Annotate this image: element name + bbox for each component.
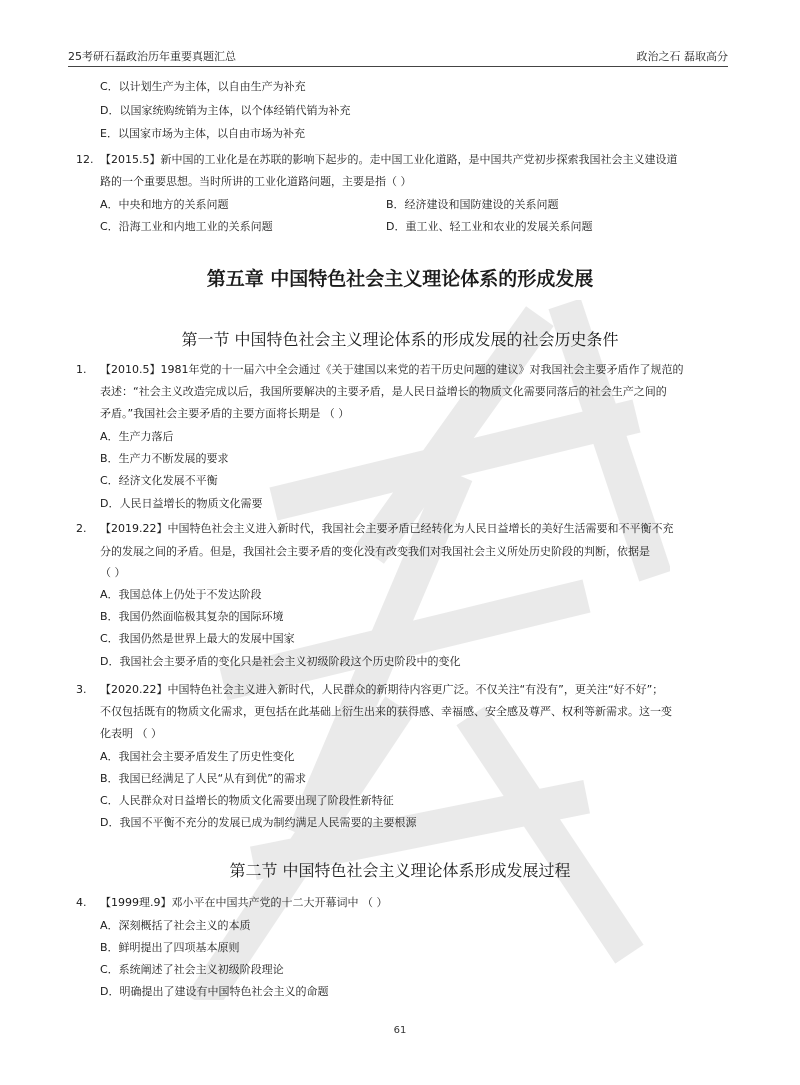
question-text-line: 【1999理.9】邓小平在中国共产党的十二大开幕词中 （ ） <box>100 896 388 909</box>
option-c: C．系统阐述了社会主义初级阶段理论 <box>100 963 284 976</box>
option-c: C．沿海工业和内地工业的关系问题 <box>100 220 273 233</box>
option-b: B．我国仍然面临极其复杂的国际环境 <box>100 610 284 623</box>
option-d: D．明确提出了建设有中国特色社会主义的命题 <box>100 985 329 998</box>
watermark-logo <box>150 300 670 1000</box>
question-text-line: 【2010.5】1981年党的十一届六中全会通过《关于建国以来党的若干历史问题的建议》对我国社会主要矛盾作了规范的 <box>100 363 684 376</box>
option-b: B．生产力不断发展的要求 <box>100 452 229 465</box>
header-right-slogan: 政治之石 磊取高分 <box>636 50 728 63</box>
question-number: 4. <box>76 896 87 909</box>
question-number: 2. <box>76 522 87 535</box>
option-a: A．我国社会主要矛盾发生了历史性变化 <box>100 750 295 763</box>
option-c: C．经济文化发展不平衡 <box>100 474 218 487</box>
option-a: A．生产力落后 <box>100 430 174 443</box>
option-a: A．中央和地方的关系问题 <box>100 198 229 211</box>
option-b: B．我国已经满足了人民“从有到优”的需求 <box>100 772 306 785</box>
question-text-line: 【2019.22】中国特色社会主义进入新时代，我国社会主要矛盾已经转化为人民日益增长的美好生活需要和不平衡不充 <box>100 522 674 535</box>
question-text-line: 【2015.5】新中国的工业化是在苏联的影响下起步的。走中国工业化道路，是中国共产党初步探索我国社会主义建设道 <box>100 153 678 166</box>
question-text-line: 分的发展之间的矛盾。但是，我国社会主要矛盾的变化没有改变我们对我国社会主义所处历史阶段的判断，依据是 <box>100 545 650 558</box>
option-a: A．我国总体上仍处于不发达阶段 <box>100 588 262 601</box>
option-b: B．鲜明提出了四项基本原则 <box>100 941 240 954</box>
option-d: D．重工业、轻工业和农业的发展关系问题 <box>386 220 593 233</box>
page-number: 61 <box>393 1025 407 1036</box>
question-text-line: 表述：“社会主义改造完成以后，我国所要解决的主要矛盾，是人民日益增长的物质文化需要同落后的社会生产之间的 <box>100 385 667 398</box>
chapter-title: 第五章 中国特色社会主义理论体系的形成发展 <box>206 268 594 290</box>
option-c: C．人民群众对日益增长的物质文化需要出现了阶段性新特征 <box>100 794 394 807</box>
option-d: D．以国家统购统销为主体，以个体经销代销为补充 <box>100 104 351 117</box>
option-d: D．我国社会主要矛盾的变化只是社会主义初级阶段这个历史阶段中的变化 <box>100 655 461 668</box>
question-number: 1. <box>76 363 87 376</box>
option-a: A．深刻概括了社会主义的本质 <box>100 919 251 932</box>
question-text-line: 路的一个重要思想。当时所讲的工业化道路问题，主要是指（ ） <box>100 175 412 188</box>
option-d: D．我国不平衡不充分的发展已成为制约满足人民需要的主要根源 <box>100 816 417 829</box>
question-text-line: 矛盾。”我国社会主要矛盾的主要方面将长期是 （ ） <box>100 407 350 420</box>
section-title: 第一节 中国特色社会主义理论体系的形成发展的社会历史条件 <box>181 330 619 349</box>
option-e: E．以国家市场为主体，以自由市场为补充 <box>100 127 305 140</box>
page-header <box>68 48 728 67</box>
option-c: C．以计划生产为主体，以自由生产为补充 <box>100 80 306 93</box>
header-left-title: 25考研石磊政治历年重要真题汇总 <box>68 50 236 63</box>
section-title: 第二节 中国特色社会主义理论体系形成发展过程 <box>229 861 571 880</box>
option-c: C．我国仍然是世界上最大的发展中国家 <box>100 632 295 645</box>
question-text-line: 【2020.22】中国特色社会主义进入新时代，人民群众的新期待内容更广泛。不仅关注“有没有”，更关注“好不好”； <box>100 683 664 696</box>
question-text-line: 化表明 （ ） <box>100 727 162 740</box>
question-text-line: 不仅包括既有的物质文化需求，更包括在此基础上衍生出来的获得感、幸福感、安全感及尊严、权利等新需求。这一变 <box>100 705 672 718</box>
option-b: B．经济建设和国防建设的关系问题 <box>386 198 559 211</box>
question-text-line: （ ） <box>100 566 126 579</box>
question-number: 12. <box>76 153 94 166</box>
option-d: D．人民日益增长的物质文化需要 <box>100 497 263 510</box>
question-number: 3. <box>76 683 87 696</box>
